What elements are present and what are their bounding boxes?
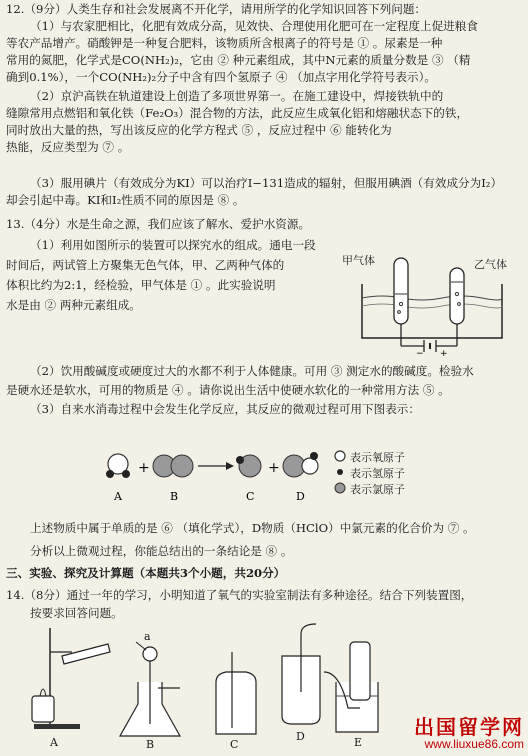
q13-line-9: 上述物质中属于单质的是 ⑥ （填化学式），D物质（HClO）中氯元素的化合价为 ⑦ 。 [30,521,475,535]
molecule-b [153,455,193,477]
q12-line-6: （2）京沪高铁在轨道建设上创造了多项世界第一。在施工建设中，焊接铁轨中的 [30,89,444,103]
q13-line-4: 体积比约为2:1，经检验，甲气体是 ① 。此实验说明 [6,278,276,292]
apparatus-label-e: E [354,736,363,749]
mol-label-c: C [246,490,255,503]
q12-line-10: （3）服用碘片（有效成分为KI）可以治疗I−131造成的辐射，但服用碘酒（有效成分为I₂） [30,176,503,190]
svg-text:+: + [440,349,448,358]
section-3-title: 三、实验、探究及计算题（本题共3个小题，共20分） [6,566,286,580]
mol-label-b: B [170,490,179,503]
q14-line-1: 14.（8分）通过一年的学习，小明知道了氧气的实验室制法有多种途径。结合下列装置图， [6,588,473,602]
apparatus-e [324,642,378,732]
molecule-a [106,454,130,478]
apparatus-label-c: C [230,738,239,751]
apparatus-d [282,624,320,724]
funnel-a-label: a [144,630,151,643]
q13-line-8: （3）自来水消毒过程中会发生化学反应，其反应的微观过程可用下图表示： [30,402,420,416]
q12-line-8: 同时放出大量的热，写出该反应的化学方程式 ⑤ ，反应过程中 ⑥ 能转化为 [6,123,392,137]
q12-line-4: 常用的氮肥，化学式是CO(NH₂)₂，它由 ② 种元素组成，其中N元素的质量分数是 ③ （精 [6,53,471,67]
mol-label-d: D [296,490,305,503]
svg-text:−: − [416,349,424,358]
q12-line-7: 缝隙常用点燃铝和氧化铁（Fe₂O₃）混合物的方法，此反应生成氧化铝和熔融状态下的铁， [6,106,469,120]
electrolysis-apparatus-figure [342,254,522,358]
svg-text:+: + [138,460,150,476]
q12-line-11: 却会引起中毒。KI和I₂性质不同的原因是 ⑧ 。 [6,193,245,207]
q13-line-6: （2）饮用酸碱度或硬度过大的水都不利于人体健康。可用 ③ 测定水的酸碱度。检验水 [30,364,474,378]
q12-line-9: 热能，反应类型为 ⑦ 。 [6,140,130,154]
q12-line-5: 确到0.1%），一个CO(NH₂)₂分子中含有四个氢原子 ④ （加点字用化学符号表示）。 [6,70,437,84]
apparatus-a [32,628,110,729]
apparatus-figure [20,612,380,752]
molecule-c [236,455,261,477]
apparatus-label-b: B [146,738,155,751]
gas-jia-label: 甲气体 [342,254,375,267]
legend-hydrogen: 表示氢原子 [350,467,405,480]
gas-yi-label: 乙气体 [474,258,507,271]
q12-line-3: 等农产品增产。硝酸钾是一种复合肥料，该物质所含根离子的符号是 ① 。尿素是一种 [6,36,443,50]
q13-line-5: 水是由 ② 两种元素组成。 [6,298,141,312]
q12-line-2: （1）与农家肥相比，化肥有效成分高，见效快、合理使用化肥可在一定程度上促进粮食 [30,19,478,33]
q13-line-2: （1）利用如图所示的装置可以探究水的组成。通电一段 [30,238,316,252]
apparatus-label-d: D [296,730,305,743]
apparatus-c [216,652,256,734]
watermark-chinese: 出国留学网 [414,715,524,740]
q14-line-2: 按要求回答问题。 [30,606,123,620]
apparatus-b [120,642,180,736]
molecular-reaction-diagram [88,446,488,506]
q13-line-3: 时间后，两试管上方聚集无色气体，甲、乙两种气体的 [6,258,285,272]
apparatus-label-a: A [50,736,58,749]
legend-chlorine: 表示氯原子 [350,483,405,496]
molecule-d [283,452,318,477]
q12-line-1: 12.（9分）人类生存和社会发展离不开化学，请用所学的化学知识回答下列问题： [6,2,427,16]
q13-line-7: 是硬水还是软水，可用的物质是 ④ 。请你说出生活中使硬水软化的一种常用方法 ⑤ 。 [6,383,450,397]
legend-oxygen: 表示氧原子 [350,451,405,464]
site-watermark [414,717,524,751]
watermark-url: www.liuxue86.com [424,737,524,752]
mol-label-a: A [114,490,122,503]
q13-line-1: 13.（4分）水是生命之源，我们应该了解水、爱护水资源。 [6,217,311,231]
svg-text:+: + [268,460,280,476]
q13-line-10: 分析以上微观过程，你能总结出的一条结论是 ⑧ 。 [30,544,293,558]
